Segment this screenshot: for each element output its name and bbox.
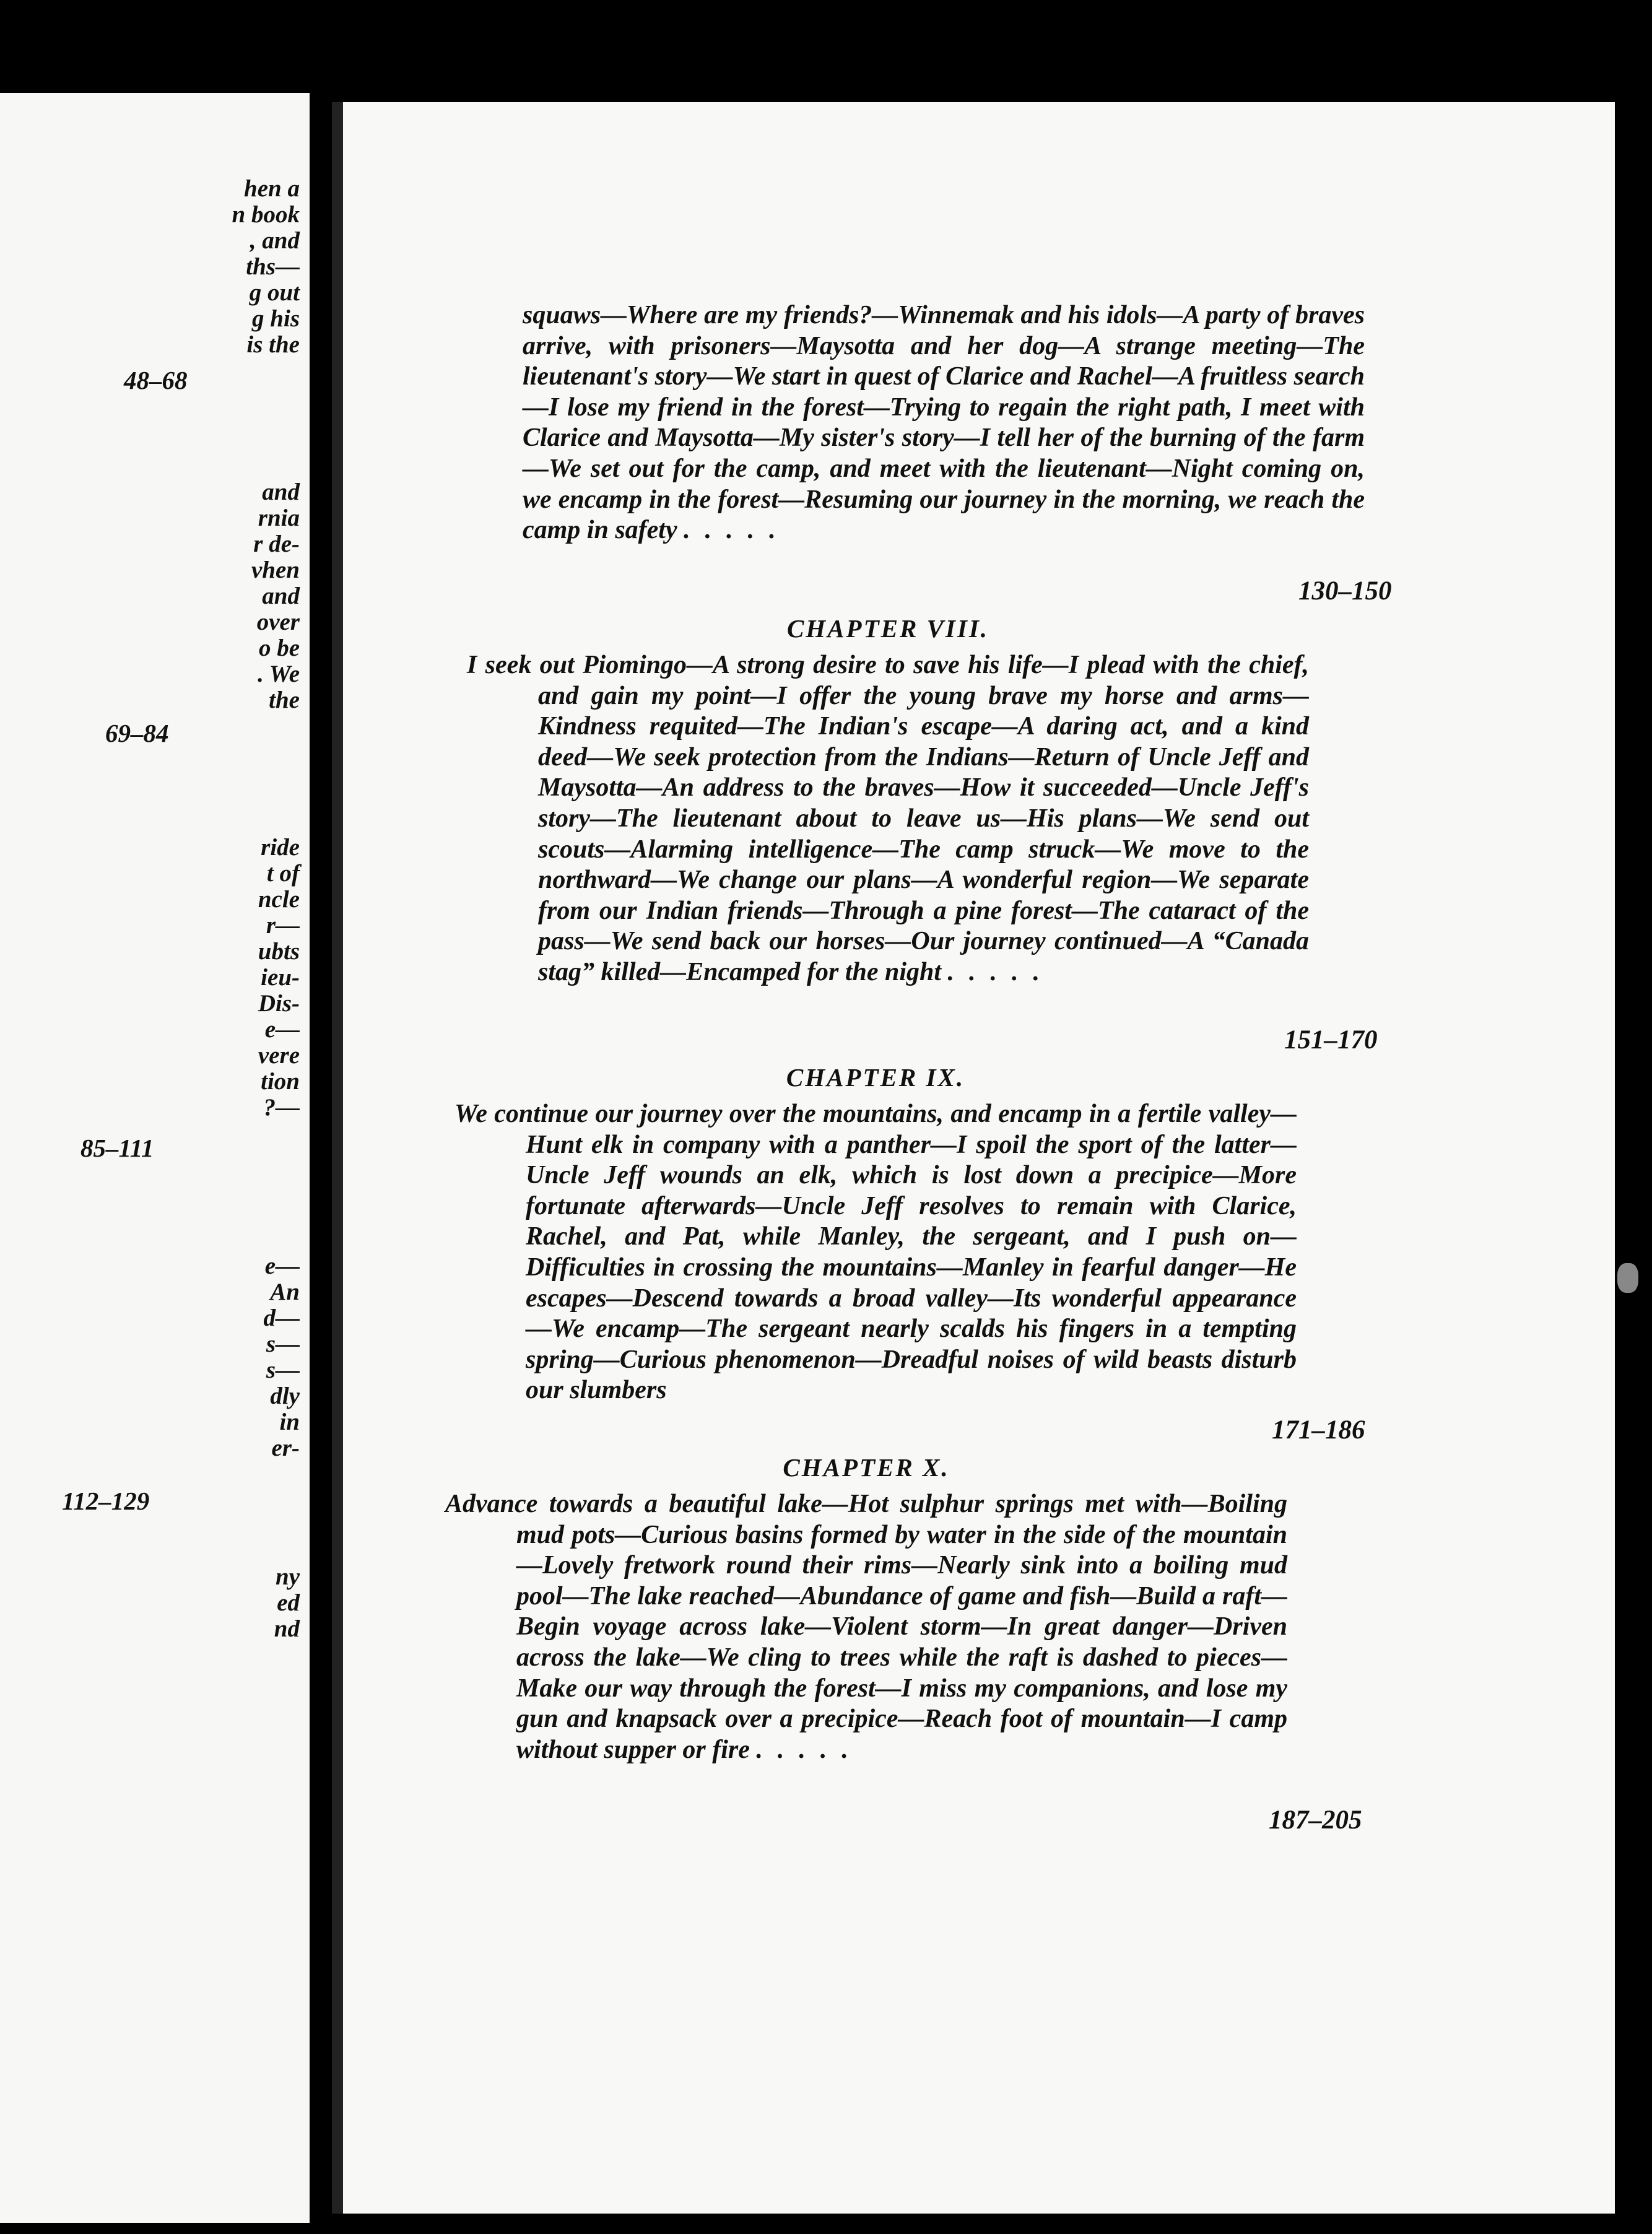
chapter-page-range: 187–205 [1269, 1806, 1362, 1835]
left-page-text-fragment: t of [266, 860, 300, 887]
chapter-heading: CHAPTER IX. [786, 1063, 965, 1092]
left-page-text-fragment: nd [274, 1615, 300, 1642]
left-page-text-fragment: ny [276, 1563, 300, 1590]
left-page-text-fragment: g out [249, 279, 300, 306]
chapter-page-range: 130–150 [1298, 576, 1392, 606]
left-page-text-fragment: n book [232, 201, 300, 228]
page-edge-smudge [1617, 1263, 1638, 1293]
left-page-text-fragment: rnia [258, 505, 300, 531]
left-page-text-fragment: s— [266, 1357, 300, 1383]
chapter-heading: CHAPTER VIII. [786, 614, 989, 643]
left-page-text-fragment: e— [264, 1253, 300, 1279]
left-page-text-fragment: s— [266, 1331, 300, 1357]
left-page-text-fragment: , and [250, 227, 300, 254]
left-page-text-fragment: over [256, 609, 300, 635]
left-page-text-fragment: An [270, 1279, 300, 1305]
left-page-text-fragment: ubts [258, 938, 300, 965]
book-gutter [310, 93, 334, 2223]
chapter-summary: We continue our journey over the mountains, and encamp in a fertile valley—Hunt elk in company with a panther—I spoil the sport of the latter—Uncle Jeff wounds an elk, which is lost down a precipice—More fortunate afterwards—Uncle Jeff resolves to remain with Clarice, Rachel, and Pat, while Manley, the sergeant, and I push on—Difficulties in crossing the mountains—Manley in fearful danger—He escapes—Descend towards a broad valley—Its wonderful appearance—We encamp—The sergeant nearly scalds his fingers in a tempting spring—Curious phenomenon—Dreadful noises of wild beasts disturb our slumbers [454, 1100, 1297, 1405]
left-page-text-fragment: and [262, 479, 300, 505]
left-page-text-fragment: in [279, 1409, 300, 1435]
chapter-page-range: 171–186 [1272, 1415, 1365, 1445]
left-page-text-fragment: . We [258, 661, 300, 687]
left-page-text-fragment: vere [258, 1042, 300, 1069]
dot-leader: ..... [684, 516, 791, 545]
chapter-summary: I seek out Piomingo—A strong desire to save his life—I plead with the chief, and gain my point—I offer the young brave my horse and arms—Kindness requited—The Indian's escape—A daring act, and a kind deed—We seek protection from the Indians—Return of Uncle Jeff and Maysotta—An address to the braves—How it succeeded—Uncle Jeff's story—The lieutenant about to leave us—His plans—We send out scouts—Alarming intelligence—The camp struck—We move to the northward—We change our plans—A wonderful region—We separate from our Indian friends—Through a pine forest—The cataract of the pass—We send back our horses—Our journey continued—A “Canada stag” killed—Encamped for the night ..... [467, 651, 1309, 986]
dot-leader: ..... [756, 1735, 863, 1764]
left-page-text-fragment: r de- [253, 531, 300, 557]
left-page-text-fragment: vhen [251, 557, 300, 583]
left-page-text-fragment: d— [263, 1305, 300, 1331]
contents-entry-chapter-ix [454, 1062, 1297, 1406]
contents-page [332, 102, 1615, 2214]
left-page-text-fragment: r— [266, 912, 300, 939]
contents-entry-chapter-vii [523, 300, 1365, 546]
left-page-range: 112–129 [62, 1487, 150, 1515]
left-page-range: 48–68 [124, 366, 188, 394]
contents-entry-chapter-viii [467, 613, 1309, 988]
left-page-text-fragment: ?— [263, 1094, 300, 1121]
left-page-text-fragment: and [262, 583, 300, 609]
left-page-text-fragment: g his [252, 305, 300, 332]
left-page-text-fragment: ride [261, 834, 300, 861]
left-page-range: 69–84 [105, 719, 169, 747]
left-page-range: 85–111 [80, 1134, 154, 1162]
left-facing-page [0, 93, 310, 2223]
left-page-text-fragment: tion [261, 1068, 300, 1095]
left-page-text-fragment: dly [270, 1383, 300, 1409]
left-page-text-fragment: the [269, 687, 300, 713]
left-page-text-fragment: hen a [244, 175, 300, 202]
left-page-text-fragment: ths— [246, 253, 300, 280]
left-page-text-fragment: e— [264, 1016, 300, 1043]
left-page-text-fragment: er- [271, 1435, 300, 1461]
left-page-text-fragment: ncle [258, 886, 300, 913]
chapter-summary: squaws—Where are my friends?—Winnemak and his idols—A party of braves arrive, with prisoners—Maysotta and her dog—A strange meeting—The lieutenant's story—We start in quest of Clarice and Rachel—A fruitless search—I lose my friend in the forest—Trying to regain the right path, I meet with Clarice and Maysotta—My sister's story—I tell her of the burning of the farm—We set out for the camp, and meet with the lieutenant—Night coming on, we encamp in the forest—Resuming our journey in the morning, we reach the camp in safety ..... [523, 301, 1365, 545]
left-page-text-fragment: Dis- [258, 990, 300, 1017]
left-page-text-fragment: is the [246, 331, 300, 358]
left-page-text-fragment: o be [258, 635, 300, 661]
dot-leader: ..... [947, 957, 1055, 986]
left-page-text-fragment: ed [277, 1589, 300, 1616]
chapter-page-range: 151–170 [1284, 1025, 1378, 1054]
chapter-summary: Advance towards a beautiful lake—Hot sulphur springs met with—Boiling mud pots—Curious basins formed by water in the side of the mountain—Lovely fretwork round their rims—Nearly sink into a boiling mud pool—The lake reached—Abundance of game and fish—Build a raft—Begin voyage across lake—Violent storm—In great danger—Driven across the lake—We cling to trees while the raft is dashed to pieces—Make our way through the forest—I miss my companions, and lose my gun and knapsack over a precipice—Reach foot of mountain—I camp without supper or fire ..... [445, 1490, 1287, 1764]
contents-entry-chapter-x [445, 1452, 1287, 1765]
left-page-text-fragment: ieu- [261, 964, 300, 991]
chapter-heading: CHAPTER X. [783, 1453, 950, 1482]
